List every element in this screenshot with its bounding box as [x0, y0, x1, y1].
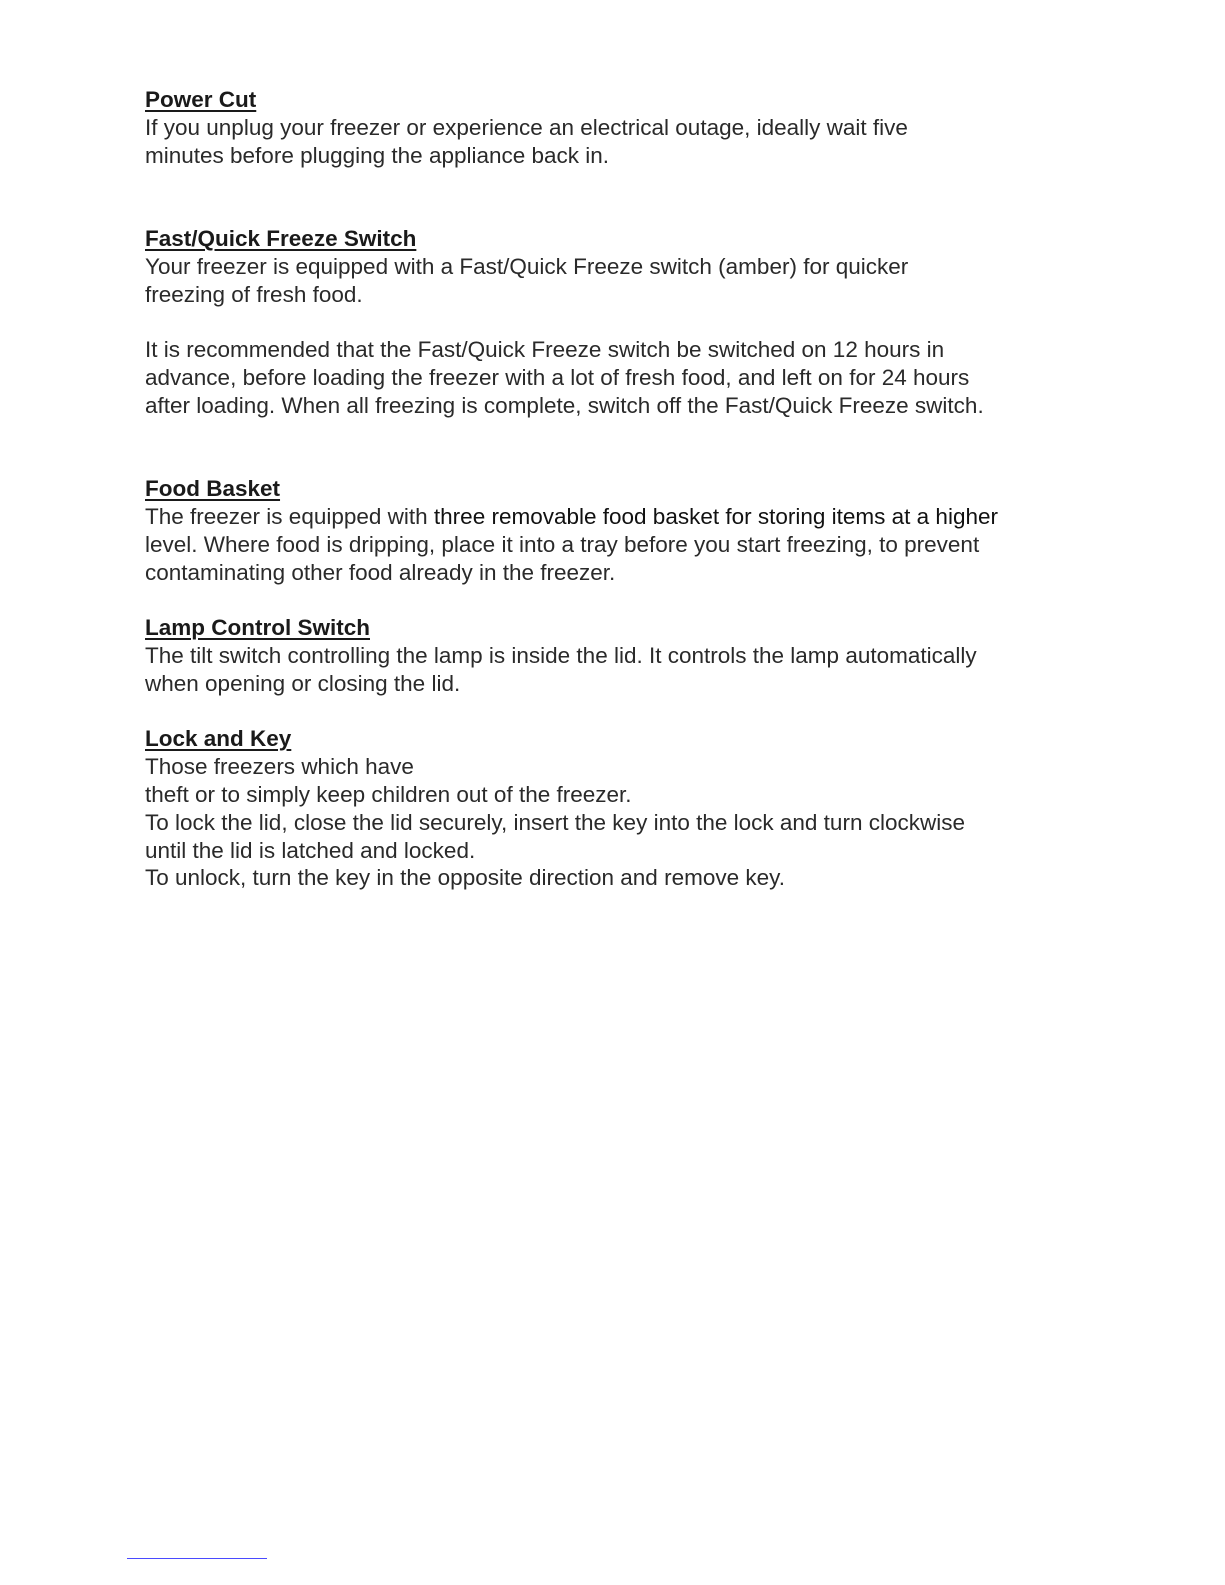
section-heading: Fast/Quick Freeze Switch — [145, 225, 417, 251]
section-heading: Power Cut — [145, 87, 257, 112]
footnote-separator — [127, 1558, 267, 1559]
paragraph-line: freezing of fresh food. — [145, 281, 363, 307]
paragraph-line: If you unplug your freezer or experience an electrical outage, ideally wait five — [145, 114, 908, 140]
paragraph-line: minutes before plugging the appliance back in. — [145, 142, 610, 168]
paragraph-line: advance, before loading the freezer with a lot of fresh food, and left on for 24 hours — [145, 364, 970, 390]
section-heading: Lamp Control Switch — [145, 615, 370, 641]
paragraph-line: until the lid is latched and locked. — [145, 837, 476, 863]
paragraph-line: Your freezer is equipped with a Fast/Quick Freeze switch (amber) for quicker — [145, 253, 909, 279]
document-page — [145, 86, 1075, 892]
paragraph-line: To unlock, turn the key in the opposite direction and remove key. — [145, 865, 785, 891]
paragraph-line: after loading. When all freezing is complete, switch off the Fast/Quick Freeze switch. — [145, 392, 984, 418]
paragraph-line: The tilt switch controlling the lamp is inside the lid. It controls the lamp automatically — [145, 642, 977, 668]
paragraph-line: level. Where food is dripping, place it into a tray before you start freezing, to prevent — [145, 531, 980, 557]
paragraph-line: It is recommended that the Fast/Quick Freeze switch be switched on 12 hours in — [145, 337, 945, 363]
paragraph-line — [145, 503, 1075, 531]
paragraph-line: contaminating other food already in the freezer. — [145, 559, 616, 585]
paragraph-line: when opening or closing the lid. — [145, 670, 461, 696]
section-food-basket — [145, 475, 1075, 586]
text-segment: three removable food basket for storing items at a higher — [433, 503, 998, 529]
section-heading: Food Basket — [145, 476, 281, 502]
paragraph-line: To lock the lid, close the lid securely, insert the key into the lock and turn clockwise — [145, 809, 965, 835]
section-heading: Lock and Key — [145, 726, 292, 752]
section-fast-freeze — [145, 225, 1075, 420]
section-lock-key — [145, 725, 1075, 892]
section-power-cut — [145, 86, 1075, 169]
paragraph-line: Those freezers which have — [145, 754, 414, 780]
paragraph-line: theft or to simply keep children out of the freezer. — [145, 781, 632, 807]
text-segment: The freezer is equipped with — [145, 503, 434, 529]
section-lamp-control — [145, 614, 1075, 697]
